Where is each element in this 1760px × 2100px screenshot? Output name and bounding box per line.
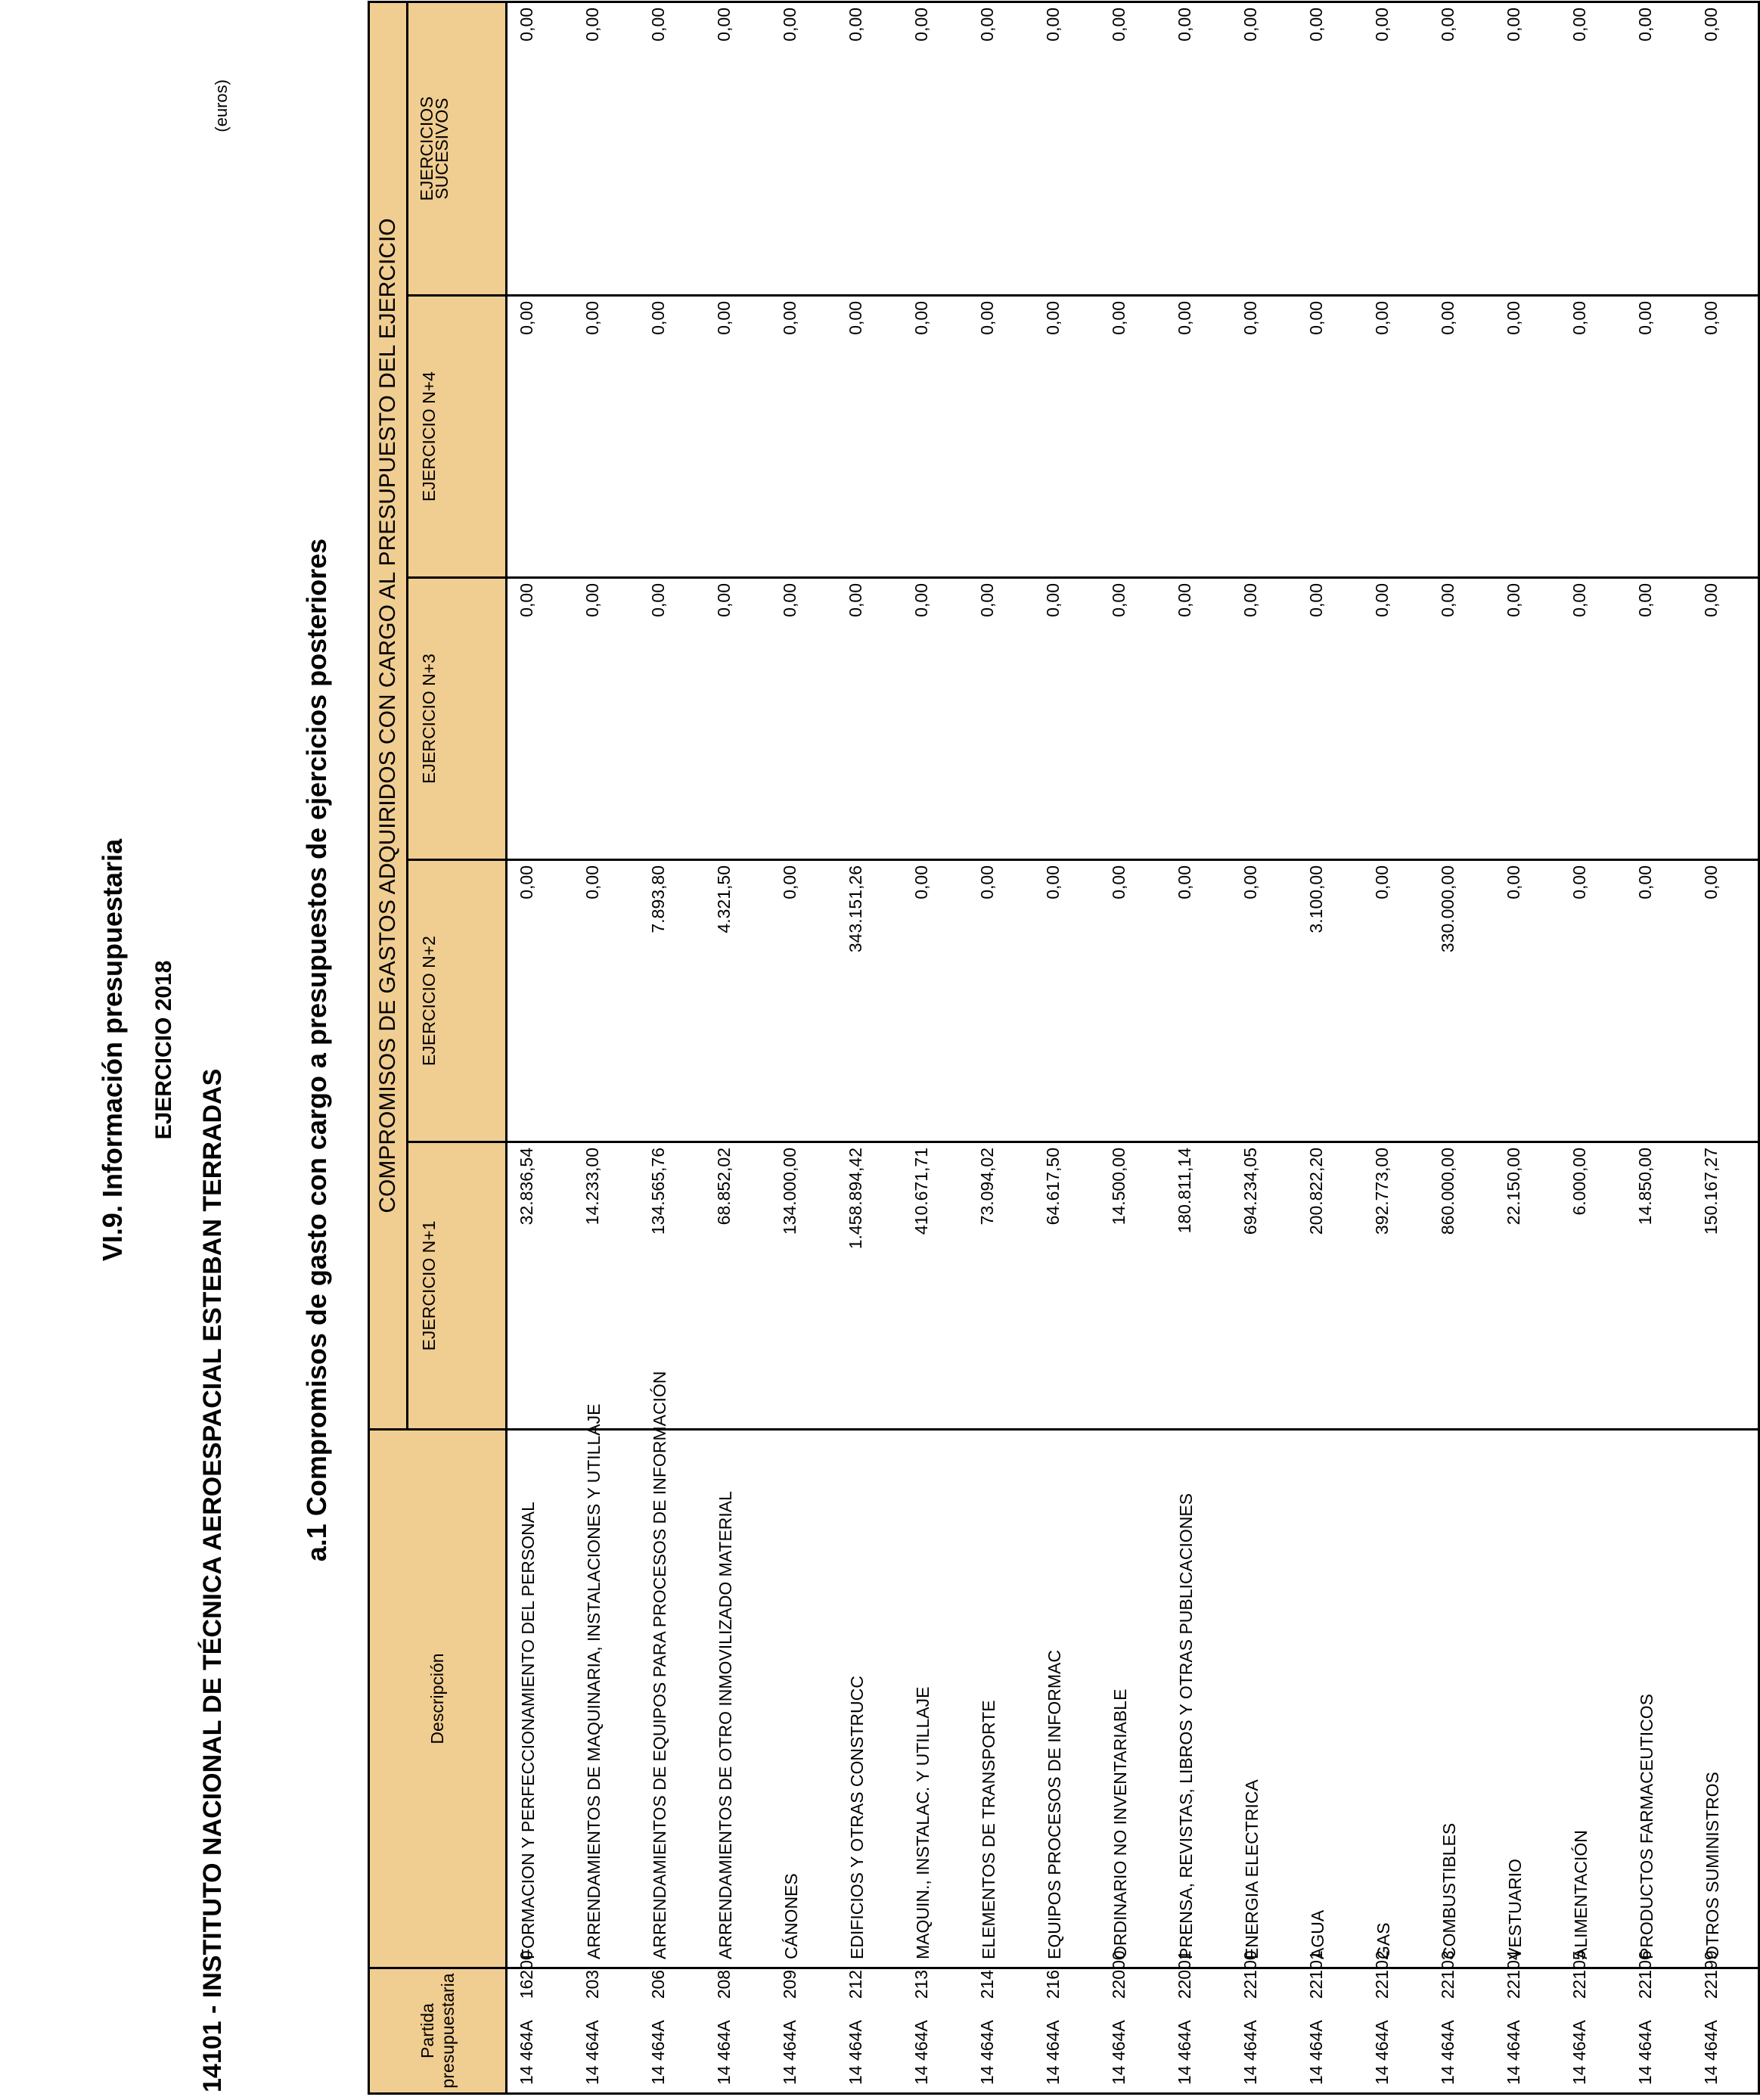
n3-amount-cell: 0,00 <box>1034 578 1100 860</box>
sucesivos-amount-cell: 0,00 <box>639 2 705 295</box>
concept-code: 22104 <box>1504 1950 1523 1999</box>
n3-amount-cell: 0,00 <box>968 578 1034 860</box>
partida-cell <box>573 1968 639 2094</box>
n4-amount-cell: 0,00 <box>1231 296 1297 578</box>
concept-code: 22001 <box>1175 1950 1194 1999</box>
sucesivos-amount-cell: 0,00 <box>705 2 771 295</box>
n3-amount-cell: 0,00 <box>507 578 574 860</box>
n3-amount-cell: 0,00 <box>1692 578 1759 860</box>
table-row <box>1363 2 1429 2093</box>
n4-amount-cell: 0,00 <box>1692 296 1759 578</box>
n1-amount-cell: 22.150,00 <box>1495 1142 1560 1430</box>
table-row <box>1100 2 1166 2093</box>
partida-cell <box>1034 1968 1100 2094</box>
ejercicio-n3-header: EJERCICIO N+3 <box>408 578 507 860</box>
ejercicios-sucesivos-header <box>408 2 507 295</box>
n2-amount-cell: 0,00 <box>1692 860 1759 1142</box>
sucesivos-amount-cell: 0,00 <box>1363 2 1429 295</box>
descripcion-column-header: Descripción <box>369 1430 507 1968</box>
n4-amount-cell: 0,00 <box>639 296 705 578</box>
n2-amount-cell: 0,00 <box>1166 860 1231 1142</box>
table-row <box>771 2 837 2093</box>
organization-heading: 14101 - INSTITUTO NACIONAL DE TÉCNICA AEROESPACIAL ESTEBAN TERRADAS <box>198 1068 227 2092</box>
program-code: 14 464A <box>1438 2020 1457 2085</box>
table-row <box>507 2 574 2093</box>
program-code: 14 464A <box>1240 2020 1260 2085</box>
n1-amount-cell: 150.167,27 <box>1692 1142 1759 1430</box>
program-code: 14 464A <box>1109 2020 1128 2085</box>
n4-amount-cell: 0,00 <box>968 296 1034 578</box>
partida-cell <box>771 1968 837 2094</box>
description-cell: CÁNONES <box>771 1430 837 1968</box>
description-cell: ENERGIA ELECTRICA <box>1231 1430 1297 1968</box>
n1-amount-cell: 14.233,00 <box>573 1142 639 1430</box>
n1-amount-cell: 200.822,20 <box>1297 1142 1363 1430</box>
description-cell: AGUA <box>1297 1430 1363 1968</box>
concept-code: 203 <box>582 1969 602 1999</box>
description-cell: VESTUARIO <box>1495 1430 1560 1968</box>
table-row <box>902 2 968 2093</box>
n2-amount-cell: 330.000,00 <box>1429 860 1495 1142</box>
n1-amount-cell: 134.565,76 <box>639 1142 705 1430</box>
partida-cell <box>705 1968 771 2094</box>
n4-amount-cell: 0,00 <box>1495 296 1560 578</box>
n1-amount-cell: 694.234,05 <box>1231 1142 1297 1430</box>
concept-code: 22103 <box>1438 1950 1457 1999</box>
n4-amount-cell: 0,00 <box>705 296 771 578</box>
n3-amount-cell: 0,00 <box>902 578 968 860</box>
program-code: 14 464A <box>780 2020 799 2085</box>
compromisos-group-header: COMPROMISOS DE GASTOS ADQUIRIDOS CON CARGO AL PRESUPUESTO DEL EJERCICIO <box>369 2 408 1429</box>
concept-code: 22101 <box>1306 1950 1326 1999</box>
partida-cell <box>1363 1950 1429 2094</box>
table-row <box>837 2 902 2093</box>
sucesivos-amount-cell: 0,00 <box>573 2 639 295</box>
n1-amount-cell: 32.836,54 <box>507 1142 574 1430</box>
sucesivos-amount-cell: 0,00 <box>1692 2 1759 295</box>
n3-amount-cell: 0,00 <box>1429 578 1495 860</box>
concept-code: 22199 <box>1701 1950 1721 1999</box>
sucesivos-amount-cell: 0,00 <box>507 2 574 295</box>
sucesivos-amount-cell: 0,00 <box>902 2 968 295</box>
n3-amount-cell: 0,00 <box>573 578 639 860</box>
n4-amount-cell: 0,00 <box>573 296 639 578</box>
n1-amount-cell: 64.617,50 <box>1034 1142 1100 1430</box>
description-cell: ORDINARIO NO INVENTARIABLE <box>1100 1430 1166 1968</box>
partida-cell <box>1560 1950 1626 2094</box>
program-code: 14 464A <box>714 2020 734 2085</box>
table-row <box>1626 2 1692 2093</box>
n1-amount-cell: 73.094,02 <box>968 1142 1034 1430</box>
partida-cell <box>968 1968 1034 2094</box>
description-cell: MAQUIN., INSTALAC. Y UTILLAJE <box>902 1430 968 1968</box>
n1-amount-cell: 1.458.894,42 <box>837 1142 902 1430</box>
n4-amount-cell: 0,00 <box>1034 296 1100 578</box>
n4-amount-cell: 0,00 <box>1100 296 1166 578</box>
n2-amount-cell: 0,00 <box>1495 860 1560 1142</box>
n2-amount-cell: 0,00 <box>1034 860 1100 1142</box>
table-row <box>639 2 705 2093</box>
n3-amount-cell: 0,00 <box>771 578 837 860</box>
n2-amount-cell: 0,00 <box>968 860 1034 1142</box>
n4-amount-cell: 0,00 <box>1626 296 1692 578</box>
partida-cell <box>1166 1950 1231 2094</box>
description-cell: ALIMENTACIÓN <box>1560 1430 1626 1968</box>
partida-cell <box>1692 1950 1759 2094</box>
table-row <box>968 2 1034 2093</box>
n3-amount-cell: 0,00 <box>1363 578 1429 860</box>
sucesivos-amount-cell: 0,00 <box>1034 2 1100 295</box>
partida-cell <box>1297 1950 1363 2094</box>
n2-amount-cell: 343.151,26 <box>837 860 902 1142</box>
concept-code: 22105 <box>1569 1950 1589 1999</box>
n3-amount-cell: 0,00 <box>639 578 705 860</box>
partida-column-header: Partida presupuestaria <box>369 1968 507 2094</box>
n3-amount-cell: 0,00 <box>1297 578 1363 860</box>
concept-code: 22100 <box>1240 1950 1260 1999</box>
n2-amount-cell: 7.893,80 <box>639 860 705 1142</box>
ejercicio-n2-header: EJERCICIO N+2 <box>408 860 507 1142</box>
partida-cell <box>1626 1950 1692 2094</box>
partida-cell <box>1231 1950 1297 2094</box>
n2-amount-cell: 0,00 <box>507 860 574 1142</box>
table-row <box>1166 2 1231 2093</box>
n3-amount-cell: 0,00 <box>1166 578 1231 860</box>
program-code: 14 464A <box>582 2020 602 2085</box>
table-row <box>1231 2 1297 2093</box>
n2-amount-cell: 0,00 <box>902 860 968 1142</box>
concept-code: 213 <box>911 1969 931 1999</box>
table-row <box>1297 2 1363 2093</box>
n1-amount-cell: 6.000,00 <box>1560 1142 1626 1430</box>
n2-amount-cell: 3.100,00 <box>1297 860 1363 1142</box>
program-code: 14 464A <box>1504 2020 1523 2085</box>
n1-amount-cell: 410.671,71 <box>902 1142 968 1430</box>
ejercicio-n4-header: EJERCICIO N+4 <box>408 296 507 578</box>
n3-amount-cell: 0,00 <box>1626 578 1692 860</box>
description-cell: ELEMENTOS DE TRANSPORTE <box>968 1430 1034 1968</box>
program-code: 14 464A <box>1306 2020 1326 2085</box>
program-code: 14 464A <box>846 2020 865 2085</box>
table-row <box>1429 2 1495 2093</box>
n3-amount-cell: 0,00 <box>705 578 771 860</box>
commitments-table <box>368 1 1760 2095</box>
sucesivos-header-line-1: EJERCICIOS <box>417 96 436 201</box>
table-row <box>1560 2 1626 2093</box>
n1-amount-cell: 14.500,00 <box>1100 1142 1166 1430</box>
program-code: 14 464A <box>977 2020 997 2085</box>
n3-amount-cell: 0,00 <box>1231 578 1297 860</box>
description-cell: EDIFICIOS Y OTRAS CONSTRUCC <box>837 1430 902 1968</box>
sucesivos-amount-cell: 0,00 <box>1429 2 1495 295</box>
program-code: 14 464A <box>1701 2020 1721 2085</box>
description-cell: ARRENDAMIENTOS DE EQUIPOS PARA PROCESOS DE INFORMACIÓN <box>639 1430 705 1968</box>
table-row <box>1495 2 1560 2093</box>
description-cell: OTROS SUMINISTROS <box>1692 1430 1759 1968</box>
concept-code: 16200 <box>517 1950 536 1999</box>
partida-cell <box>837 1968 902 2094</box>
sucesivos-amount-cell: 0,00 <box>1297 2 1363 295</box>
n2-amount-cell: 0,00 <box>1363 860 1429 1142</box>
n3-amount-cell: 0,00 <box>837 578 902 860</box>
concept-code: 209 <box>780 1969 799 1999</box>
n1-amount-cell: 134.000,00 <box>771 1142 837 1430</box>
sucesivos-amount-cell: 0,00 <box>1166 2 1231 295</box>
concept-code: 22102 <box>1372 1950 1392 1999</box>
n4-amount-cell: 0,00 <box>507 296 574 578</box>
n4-amount-cell: 0,00 <box>837 296 902 578</box>
partida-cell <box>902 1968 968 2094</box>
n3-amount-cell: 0,00 <box>1100 578 1166 860</box>
n2-amount-cell: 4.321,50 <box>705 860 771 1142</box>
n4-amount-cell: 0,00 <box>902 296 968 578</box>
sucesivos-amount-cell: 0,00 <box>837 2 902 295</box>
program-code: 14 464A <box>1372 2020 1392 2085</box>
concept-code: 214 <box>977 1969 997 1999</box>
sucesivos-amount-cell: 0,00 <box>968 2 1034 295</box>
n2-amount-cell: 0,00 <box>771 860 837 1142</box>
table-subtitle: a.1 Compromisos de gasto con cargo a presupuestos de ejercicios posteriores <box>301 538 332 1562</box>
sucesivos-header-line-2: SUCESIVOS <box>432 98 452 200</box>
description-cell: ARRENDAMIENTOS DE MAQUINARIA, INSTALACIONES Y UTILLAJE <box>573 1430 639 1968</box>
n1-amount-cell: 68.852,02 <box>705 1142 771 1430</box>
n4-amount-cell: 0,00 <box>771 296 837 578</box>
n1-amount-cell: 14.850,00 <box>1626 1142 1692 1430</box>
description-cell: GAS <box>1363 1430 1429 1968</box>
concept-code: 212 <box>846 1969 865 1999</box>
partida-cell <box>639 1968 705 2094</box>
n2-amount-cell: 0,00 <box>1100 860 1166 1142</box>
n2-amount-cell: 0,00 <box>1231 860 1297 1142</box>
n4-amount-cell: 0,00 <box>1429 296 1495 578</box>
n2-amount-cell: 0,00 <box>573 860 639 1142</box>
concept-code: 206 <box>648 1969 668 1999</box>
partida-cell <box>1495 1950 1560 2094</box>
program-code: 14 464A <box>1569 2020 1589 2085</box>
sucesivos-amount-cell: 0,00 <box>1560 2 1626 295</box>
sucesivos-amount-cell: 0,00 <box>1495 2 1560 295</box>
description-cell: COMBUSTIBLES <box>1429 1430 1495 1968</box>
n3-amount-cell: 0,00 <box>1495 578 1560 860</box>
ejercicio-n1-header: EJERCICIO N+1 <box>408 1142 507 1430</box>
description-cell: FORMACION Y PERFECCIONAMIENTO DEL PERSONAL <box>507 1430 574 1968</box>
n2-amount-cell: 0,00 <box>1626 860 1692 1142</box>
n2-amount-cell: 0,00 <box>1560 860 1626 1142</box>
concept-code: 208 <box>714 1969 734 1999</box>
n1-amount-cell: 392.773,00 <box>1363 1142 1429 1430</box>
program-code: 14 464A <box>1635 2020 1655 2085</box>
fiscal-year-heading: EJERCICIO 2018 <box>151 960 176 1140</box>
n1-amount-cell: 860.000,00 <box>1429 1142 1495 1430</box>
partida-cell <box>1100 1950 1166 2094</box>
section-title: VI.9. Información presupuestaria <box>97 838 128 1262</box>
description-cell: PRODUCTOS FARMACEUTICOS <box>1626 1430 1692 1968</box>
n4-amount-cell: 0,00 <box>1297 296 1363 578</box>
program-code: 14 464A <box>1043 2020 1063 2085</box>
concept-code: 216 <box>1043 1969 1063 1999</box>
sucesivos-amount-cell: 0,00 <box>1231 2 1297 295</box>
program-code: 14 464A <box>1175 2020 1194 2085</box>
n4-amount-cell: 0,00 <box>1166 296 1231 578</box>
n4-amount-cell: 0,00 <box>1363 296 1429 578</box>
concept-code: 22106 <box>1635 1950 1655 1999</box>
program-code: 14 464A <box>911 2020 931 2085</box>
sucesivos-amount-cell: 0,00 <box>1626 2 1692 295</box>
n3-amount-cell: 0,00 <box>1560 578 1626 860</box>
sucesivos-amount-cell: 0,00 <box>1100 2 1166 295</box>
partida-cell <box>1429 1950 1495 2094</box>
sucesivos-amount-cell: 0,00 <box>771 2 837 295</box>
description-cell: PRENSA, REVISTAS, LIBROS Y OTRAS PUBLICACIONES <box>1166 1430 1231 1968</box>
n4-amount-cell: 0,00 <box>1560 296 1626 578</box>
table-row <box>705 2 771 2093</box>
n1-amount-cell: 180.811,14 <box>1166 1142 1231 1430</box>
currency-unit: (euros) <box>212 79 231 132</box>
table-row <box>1034 2 1100 2093</box>
program-code: 14 464A <box>648 2020 668 2085</box>
description-cell: ARRENDAMIENTOS DE OTRO INMOVILIZADO MATERIAL <box>705 1430 771 1968</box>
description-cell: EQUIPOS PROCESOS DE INFORMAC <box>1034 1430 1100 1968</box>
table-row <box>573 2 639 2093</box>
partida-cell <box>507 1950 574 2094</box>
table-row <box>1692 2 1759 2093</box>
concept-code: 22000 <box>1109 1950 1128 1999</box>
table-body <box>507 2 1759 2093</box>
program-code: 14 464A <box>517 2020 536 2085</box>
